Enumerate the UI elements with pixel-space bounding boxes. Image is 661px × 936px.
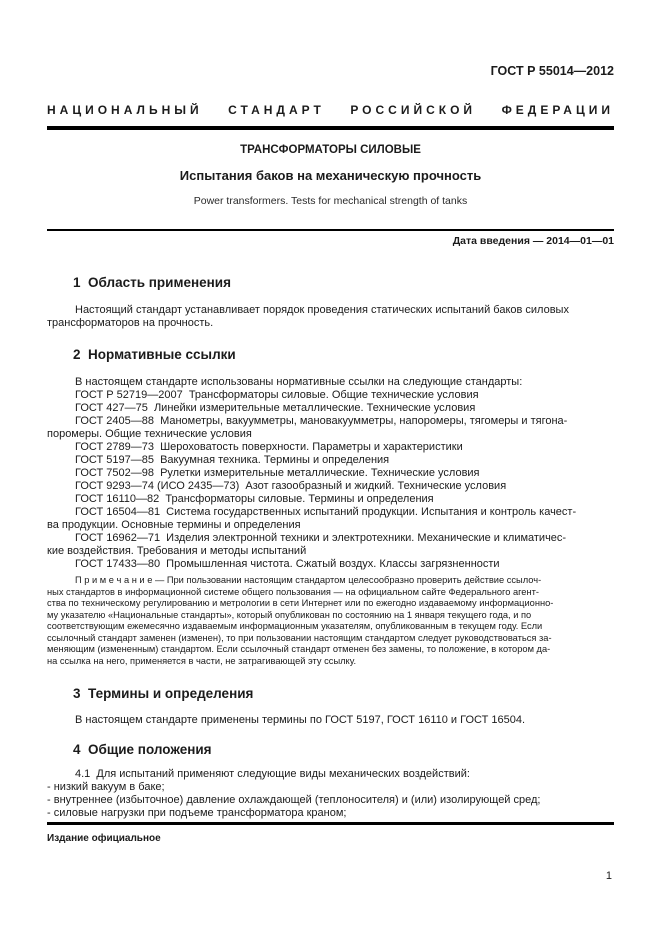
section-scope bbox=[47, 274, 614, 330]
header-rule bbox=[47, 126, 614, 130]
reference-line: кие воздействия. Требования и методы испытаний bbox=[47, 545, 307, 557]
footer-rule bbox=[47, 822, 614, 825]
section-normative-references bbox=[47, 346, 614, 667]
section-heading: 2 Нормативные ссылки bbox=[73, 347, 236, 362]
text-line: Настоящий стандарт устанавливает порядок проведения статических испытаний баков силовых bbox=[75, 304, 569, 316]
note-line: ства по техническому регулированию и метрологии в сети Интернет или по ежегодно издаваемому информационно- bbox=[47, 598, 554, 608]
note-line: П р и м е ч а н и е — При пользовании настоящим стандартом целесообразно проверить действие ссылоч- bbox=[75, 575, 542, 585]
note-line: меняющим (измененным) стандартом. Если ссылочный стандарт отменен без замены, то положение, в котором да- bbox=[47, 644, 551, 654]
official-edition-note: Издание официальное bbox=[47, 833, 161, 844]
effective-date: Дата введения — 2014—01—01 bbox=[452, 235, 614, 247]
banner-word: ФЕДЕРАЦИИ bbox=[501, 103, 614, 117]
reference-line: ГОСТ 427—75 Линейки измерительные металлические. Технические условия bbox=[75, 402, 476, 414]
text-line: В настоящем стандарте применены термины по ГОСТ 5197, ГОСТ 16110 и ГОСТ 16504. bbox=[75, 714, 526, 726]
text-line: - силовые нагрузки при подъеме трансформатора краном; bbox=[47, 807, 347, 819]
national-standard-banner bbox=[47, 103, 614, 118]
reference-line: поромеры. Общие технические условия bbox=[47, 428, 252, 440]
text-line: 4.1 Для испытаний применяют следующие виды механических воздействий: bbox=[75, 768, 470, 780]
section-heading: 1 Область применения bbox=[73, 275, 231, 290]
reference-line: ва продукции. Основные термины и определения bbox=[47, 519, 301, 531]
reference-line: ГОСТ 16110—82 Трансформаторы силовые. Термины и определения bbox=[75, 493, 434, 505]
page-number: 1 bbox=[605, 870, 612, 882]
text-line: - низкий вакуум в баке; bbox=[47, 781, 165, 793]
banner-word: РОССИЙСКОЙ bbox=[350, 103, 477, 117]
note-block bbox=[47, 575, 614, 667]
reference-line: ГОСТ 16504—81 Система государственных испытаний продукции. Испытания и контроль качест- bbox=[75, 506, 577, 518]
section-body bbox=[47, 376, 614, 571]
note-line: на ссылка на него, применяется в части, не затрагивающей эту ссылку. bbox=[47, 655, 357, 666]
text-line: - внутреннее (избыточное) давление охлаждающей (теплоносителя) и (или) изолирующей сред; bbox=[47, 794, 541, 806]
date-rule bbox=[47, 229, 614, 231]
reference-line: ГОСТ Р 52719—2007 Трансформаторы силовые. Общие технические условия bbox=[75, 389, 479, 401]
banner-word: СТАНДАРТ bbox=[228, 103, 325, 117]
note-line: ссылочный стандарт заменен (изменен), то при пользовании настоящим стандартом следует руководствоваться за- bbox=[47, 632, 552, 643]
section-heading: 4 Общие положения bbox=[73, 742, 212, 757]
title-en: Power transformers. Tests for mechanical strength of tanks bbox=[193, 195, 468, 207]
reference-line: ГОСТ 7502—98 Рулетки измерительные металлические. Технические условия bbox=[75, 467, 480, 479]
section-terms bbox=[47, 685, 614, 727]
title-ru: ТРАНСФОРМАТОРЫ СИЛОВЫЕ bbox=[240, 144, 421, 156]
text-line: трансформаторов на прочность. bbox=[47, 317, 214, 329]
note-line: ных стандартов в информационной системе общего пользования — на официальном сайте Федерального агент- bbox=[47, 586, 539, 597]
doc-number: ГОСТ Р 55014—2012 bbox=[490, 64, 614, 78]
note-line: му указателю «Национальные стандарты», который опубликован по состоянию на 1 января текущего года, и по bbox=[47, 609, 532, 620]
reference-line: ГОСТ 5197—85 Вакуумная техника. Термины и определения bbox=[75, 454, 390, 466]
reference-line: ГОСТ 17433—80 Промышленная чистота. Сжатый воздух. Классы загрязненности bbox=[75, 558, 500, 570]
reference-line: ГОСТ 2789—73 Шероховатость поверхности. Параметры и характеристики bbox=[75, 441, 463, 453]
note-line: соответствующим ежемесячно издаваемым информационным указателям, опубликованным в текущем году. Если bbox=[47, 621, 543, 631]
reference-line: ГОСТ 2405—88 Манометры, вакуумметры, мановакуумметры, напоромеры, тягомеры и тягона- bbox=[75, 415, 568, 427]
subtitle-ru: Испытания баков на механическую прочность bbox=[179, 168, 482, 183]
banner-word: НАЦИОНАЛЬНЫЙ bbox=[47, 103, 203, 117]
section-body bbox=[47, 304, 614, 330]
section-body bbox=[47, 768, 614, 820]
section-heading: 3 Термины и определения bbox=[73, 686, 254, 701]
section-general bbox=[47, 741, 614, 820]
reference-line: В настоящем стандарте использованы нормативные ссылки на следующие стандарты: bbox=[75, 376, 523, 388]
reference-line: ГОСТ 16962—71 Изделия электронной техники и электротехники. Механические и климатичес- bbox=[75, 532, 567, 544]
reference-line: ГОСТ 9293—74 (ИСО 2435—73) Азот газообразный и жидкий. Технические условия bbox=[75, 480, 507, 492]
section-body bbox=[47, 714, 614, 727]
